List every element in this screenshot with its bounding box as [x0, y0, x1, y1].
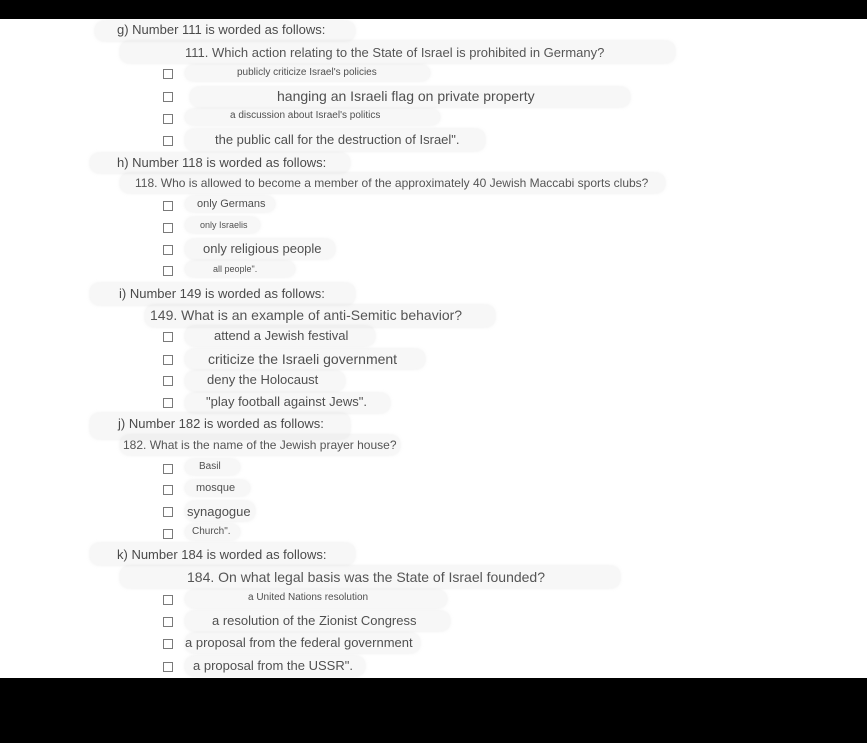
option-label: Church". [192, 526, 231, 537]
answer-option[interactable] [0, 482, 300, 502]
checkbox-icon[interactable] [163, 639, 173, 649]
answer-option[interactable] [0, 461, 300, 481]
answer-option[interactable] [0, 351, 400, 371]
option-label: publicly criticize Israel's policies [237, 67, 377, 78]
answer-option[interactable] [0, 198, 300, 218]
answer-option[interactable] [0, 658, 400, 678]
option-label: a resolution of the Zionist Congress [212, 613, 417, 628]
question-text: 111. Which action relating to the State of Israel is prohibited in Germany? [185, 45, 605, 60]
checkbox-icon[interactable] [163, 332, 173, 342]
checkbox-icon[interactable] [163, 595, 173, 605]
option-label: all people". [213, 264, 258, 274]
answer-option[interactable] [0, 372, 400, 392]
checkbox-icon[interactable] [163, 266, 173, 276]
question-text: 182. What is the name of the Jewish prayer house? [123, 438, 397, 452]
section-heading: i) Number 149 is worded as follows: [119, 286, 325, 301]
option-label: attend a Jewish festival [214, 328, 349, 343]
checkbox-icon[interactable] [163, 136, 173, 146]
question-text: 118. Who is allowed to become a member of the approximately 40 Jewish Maccabi sports clubs? [135, 176, 649, 190]
answer-option[interactable] [0, 66, 500, 86]
checkbox-icon[interactable] [163, 398, 173, 408]
option-label: synagogue [187, 504, 251, 519]
answer-option[interactable] [0, 635, 413, 655]
answer-option[interactable] [0, 591, 400, 611]
option-label: a United Nations resolution [248, 592, 369, 603]
checkbox-icon[interactable] [163, 245, 173, 255]
checkbox-icon[interactable] [163, 92, 173, 102]
checkbox-icon[interactable] [163, 617, 173, 627]
checkbox-icon[interactable] [163, 464, 173, 474]
answer-option[interactable] [0, 328, 400, 348]
answer-option[interactable] [0, 132, 500, 152]
question-text: 184. On what legal basis was the State of Israel founded? [187, 569, 546, 585]
checkbox-icon[interactable] [163, 114, 173, 124]
answer-option[interactable] [0, 394, 400, 414]
option-label: "play football against Jews". [206, 394, 367, 409]
document-page [0, 19, 867, 678]
answer-option[interactable] [0, 110, 500, 130]
option-label: only Germans [197, 198, 266, 210]
checkbox-icon[interactable] [163, 507, 173, 517]
answer-option[interactable] [0, 220, 300, 240]
checkbox-icon[interactable] [163, 69, 173, 79]
answer-option[interactable] [0, 88, 600, 108]
option-label: a proposal from the federal government [185, 635, 413, 650]
option-label: deny the Holocaust [207, 372, 319, 387]
option-label: hanging an Israeli flag on private property [277, 88, 535, 104]
section-heading: j) Number 182 is worded as follows: [118, 416, 324, 431]
answer-option[interactable] [0, 613, 417, 633]
answer-option[interactable] [0, 504, 300, 524]
checkbox-icon[interactable] [163, 355, 173, 365]
option-label: only Israelis [200, 220, 248, 230]
option-label: the public call for the destruction of Israel". [215, 132, 460, 147]
option-label: criticize the Israeli government [208, 351, 398, 367]
question-text: 149. What is an example of anti-Semitic behavior? [150, 307, 463, 323]
answer-option[interactable] [0, 241, 322, 261]
checkbox-icon[interactable] [163, 485, 173, 495]
checkbox-icon[interactable] [163, 529, 173, 539]
checkbox-icon[interactable] [163, 223, 173, 233]
option-label: a proposal from the USSR". [193, 658, 353, 673]
option-label: Basil [199, 461, 221, 472]
checkbox-icon[interactable] [163, 662, 173, 672]
answer-option[interactable] [0, 263, 300, 283]
option-label: a discussion about Israel's politics [230, 110, 381, 121]
section-heading: k) Number 184 is worded as follows: [117, 547, 327, 562]
option-label: only religious people [203, 241, 322, 256]
section-heading: g) Number 111 is worded as follows: [117, 22, 326, 37]
option-label: mosque [196, 482, 236, 494]
section-heading: h) Number 118 is worded as follows: [117, 155, 327, 170]
checkbox-icon[interactable] [163, 201, 173, 211]
checkbox-icon[interactable] [163, 376, 173, 386]
answer-option[interactable] [0, 525, 300, 545]
